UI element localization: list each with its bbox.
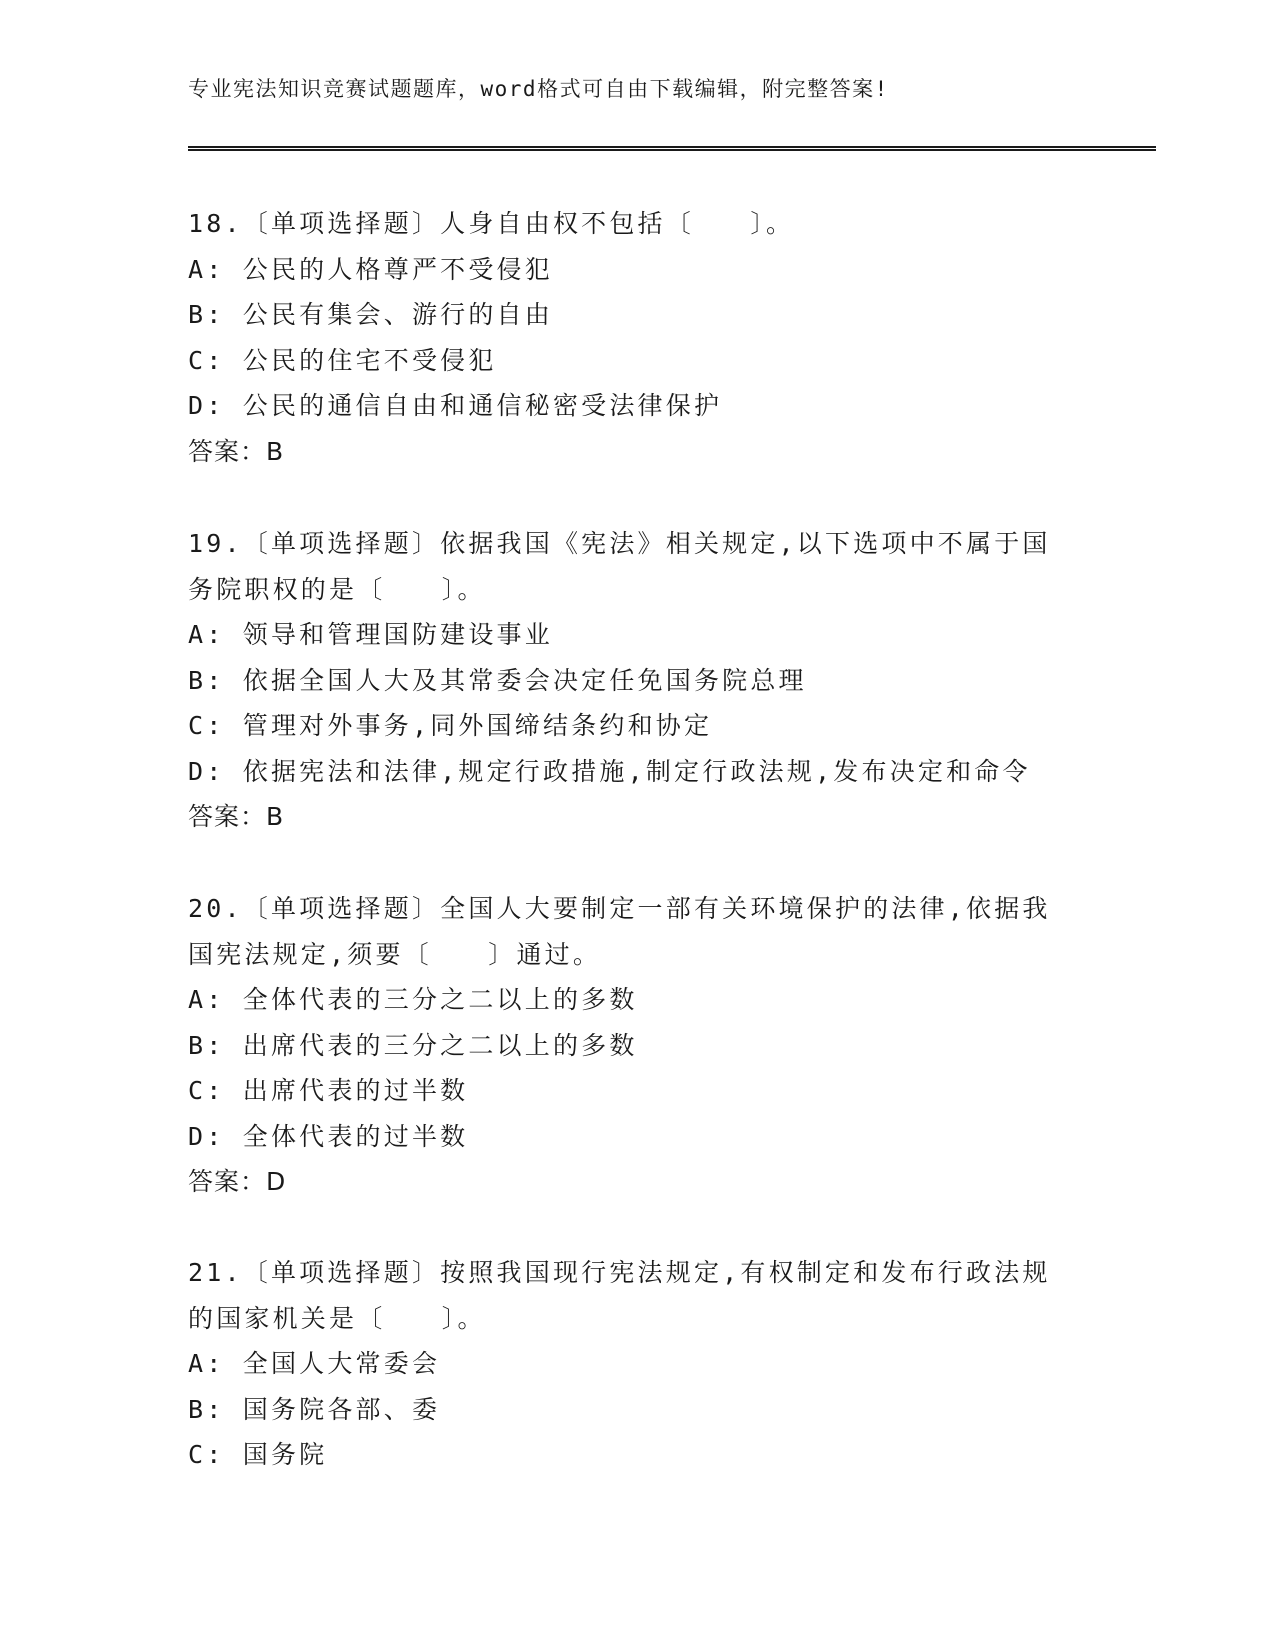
option-a: A: 公民的人格尊严不受侵犯 xyxy=(188,254,553,284)
option-a: A: 领导和管理国防建设事业 xyxy=(188,620,553,649)
option-c: C: 公民的住宅不受侵犯 xyxy=(188,345,497,375)
option-c: C: 国务院 xyxy=(188,1440,328,1469)
option-d: D: 依据宪法和法律,规定行政措施,制定行政法规,发布决定和命令 xyxy=(188,756,1031,786)
question-18 xyxy=(188,201,1068,474)
option-d: D: 全体代表的过半数 xyxy=(188,1121,469,1151)
answer: 答案：B xyxy=(188,436,285,466)
header-double-rule xyxy=(188,146,1156,151)
option-a: A: 全国人大常委会 xyxy=(188,1349,441,1378)
option-c: C: 管理对外事务,同外国缔结条约和协定 xyxy=(188,711,713,740)
answer: 答案：D xyxy=(188,1167,287,1196)
question-stem: 20.〔单项选择题〕全国人大要制定一部有关环境保护的法律,依据我国宪法规定,须要〔 〕通过。 xyxy=(188,894,1051,969)
option-b: B: 依据全国人大及其常委会决定任免国务院总理 xyxy=(188,665,807,695)
question-stem: 18.〔单项选择题〕人身自由权不包括〔 〕。 xyxy=(188,209,795,238)
option-b: B: 出席代表的三分之二以上的多数 xyxy=(188,1030,638,1060)
answer: 答案：B xyxy=(188,802,285,831)
option-c: C: 出席代表的过半数 xyxy=(188,1076,469,1105)
option-d: D: 公民的通信自由和通信秘密受法律保护 xyxy=(188,391,723,420)
option-b: B: 国务院各部、委 xyxy=(188,1394,441,1424)
question-stem: 19.〔单项选择题〕依据我国《宪法》相关规定,以下选项中不属于国务院职权的是〔 〕。 xyxy=(188,529,1051,604)
question-19 xyxy=(188,521,1068,840)
page-header-text: 专业宪法知识竞赛试题题库，word格式可自由下载编辑，附完整答案! xyxy=(188,77,889,101)
question-20 xyxy=(188,886,1068,1205)
question-21 xyxy=(188,1250,1068,1478)
option-b: B: 公民有集会、游行的自由 xyxy=(188,300,553,329)
question-stem: 21.〔单项选择题〕按照我国现行宪法规定,有权制定和发布行政法规的国家机关是〔 〕。 xyxy=(188,1258,1051,1333)
option-a: A: 全体代表的三分之二以上的多数 xyxy=(188,985,638,1014)
